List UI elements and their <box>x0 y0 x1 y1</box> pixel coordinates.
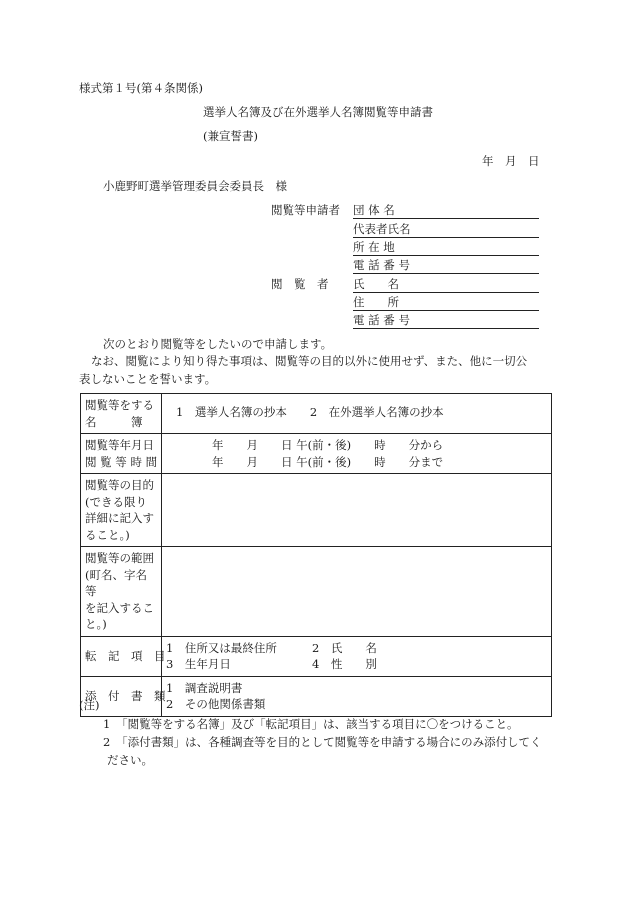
label-transcription-items-text: 転 記 項 目 <box>85 648 166 663</box>
row-transcription-items <box>81 636 552 676</box>
applicant-field-phone: 電 話 番 号 <box>353 257 539 274</box>
addressee: 小鹿野町選挙管理委員会委員長 様 <box>103 179 287 193</box>
transcription-items-row-1 <box>166 640 547 657</box>
application-table <box>80 393 552 717</box>
label-datetime <box>81 434 162 474</box>
transcription-item-4: 4 性 別 <box>312 657 377 671</box>
cell-datetime[interactable] <box>162 434 552 474</box>
attachment-item-2: 2 その他関係書類 <box>166 697 266 711</box>
datetime-to: 年 月 日 午(前・後) 時 分まで <box>212 454 444 469</box>
label-attachments-text: 添 付 書 類 <box>85 688 166 703</box>
cell-transcription-items[interactable] <box>162 636 552 676</box>
row-attachments <box>81 676 552 716</box>
label-scope-line-3: を記入するこ <box>85 600 154 615</box>
transcription-item-2: 2 氏 名 <box>312 640 377 655</box>
cell-purpose[interactable] <box>162 474 552 547</box>
row-list-type <box>81 394 552 434</box>
viewer-field-address: 住 所 <box>353 294 539 311</box>
intro-line-1: 次のとおり閲覧等をしたいので申請します。 <box>103 337 333 351</box>
viewer-field-name: 氏 名 <box>353 276 539 293</box>
applicant-group-label: 閲覧等申請者 <box>271 203 340 217</box>
intro-line-2: なお、閲覧により知り得た事項は、閲覧等の目的以外に使用せず、また、他に一切公 <box>91 354 528 368</box>
label-scope-line-2: (町名、字名等 <box>85 567 147 598</box>
cell-scope[interactable] <box>162 547 552 637</box>
label-datetime-line-2: 閲 覧 等 時 間 <box>85 454 158 469</box>
label-purpose-line-2: (できる限り <box>85 494 147 509</box>
transcription-item-3: 3 生年月日 <box>166 657 231 671</box>
cell-list-type[interactable] <box>162 394 552 434</box>
label-scope-line-1: 閲覧等の範囲 <box>85 551 154 565</box>
label-purpose-line-1: 閲覧等の目的 <box>85 478 154 492</box>
note-1: 1 「閲覧等をする名簿」及び「転記項目」は、該当する項目に〇をつけること。 <box>103 717 519 731</box>
label-purpose-line-4: ること。) <box>85 527 130 542</box>
applicant-field-address: 所 在 地 <box>353 239 539 256</box>
label-purpose <box>81 474 162 547</box>
document-title: 選挙人名簿及び在外選挙人名簿閲覧等申請書 <box>203 105 433 119</box>
cell-attachments[interactable] <box>162 676 552 716</box>
label-purpose-line-3: 詳細に記入す <box>85 511 154 525</box>
viewer-field-phone: 電 話 番 号 <box>353 312 539 329</box>
applicant-field-group-name: 団 体 名 <box>353 202 539 219</box>
label-list-type <box>81 394 162 434</box>
label-list-type-line-2: 名 簿 <box>85 414 143 429</box>
notes-heading: (注) <box>79 698 100 712</box>
form-number: 様式第１号(第４条関係) <box>79 81 203 95</box>
note-2-line-1: 2 「添付書類」は、各種調査等を目的として閲覧等を申請する場合にのみ添付してく <box>103 735 542 749</box>
row-purpose <box>81 474 552 547</box>
applicant-field-representative: 代表者氏名 <box>353 221 539 238</box>
date-line: 年 月 日 <box>482 154 540 168</box>
row-scope <box>81 547 552 637</box>
list-type-options: 1 選挙人名簿の抄本 2 在外選挙人名簿の抄本 <box>176 405 444 419</box>
transcription-item-1: 1 住所又は最終住所 <box>166 640 277 655</box>
transcription-items-row-2 <box>166 656 547 673</box>
intro-line-3: 表しないことを誓います。 <box>79 372 217 386</box>
label-list-type-line-1: 閲覧等をする <box>85 398 154 412</box>
viewer-group-label: 閲 覧 者 <box>271 277 329 291</box>
row-datetime <box>81 434 552 474</box>
datetime-from: 年 月 日 午(前・後) 時 分から <box>212 438 444 452</box>
document-subtitle: (兼宣誓書) <box>203 129 258 143</box>
label-datetime-line-1: 閲覧等年月日 <box>85 438 154 452</box>
label-scope-line-4: と。) <box>85 617 107 631</box>
label-transcription-items <box>81 636 166 676</box>
note-2-line-2: ださい。 <box>107 753 153 767</box>
label-scope <box>81 547 162 637</box>
attachment-item-1: 1 調査説明書 <box>166 680 243 695</box>
